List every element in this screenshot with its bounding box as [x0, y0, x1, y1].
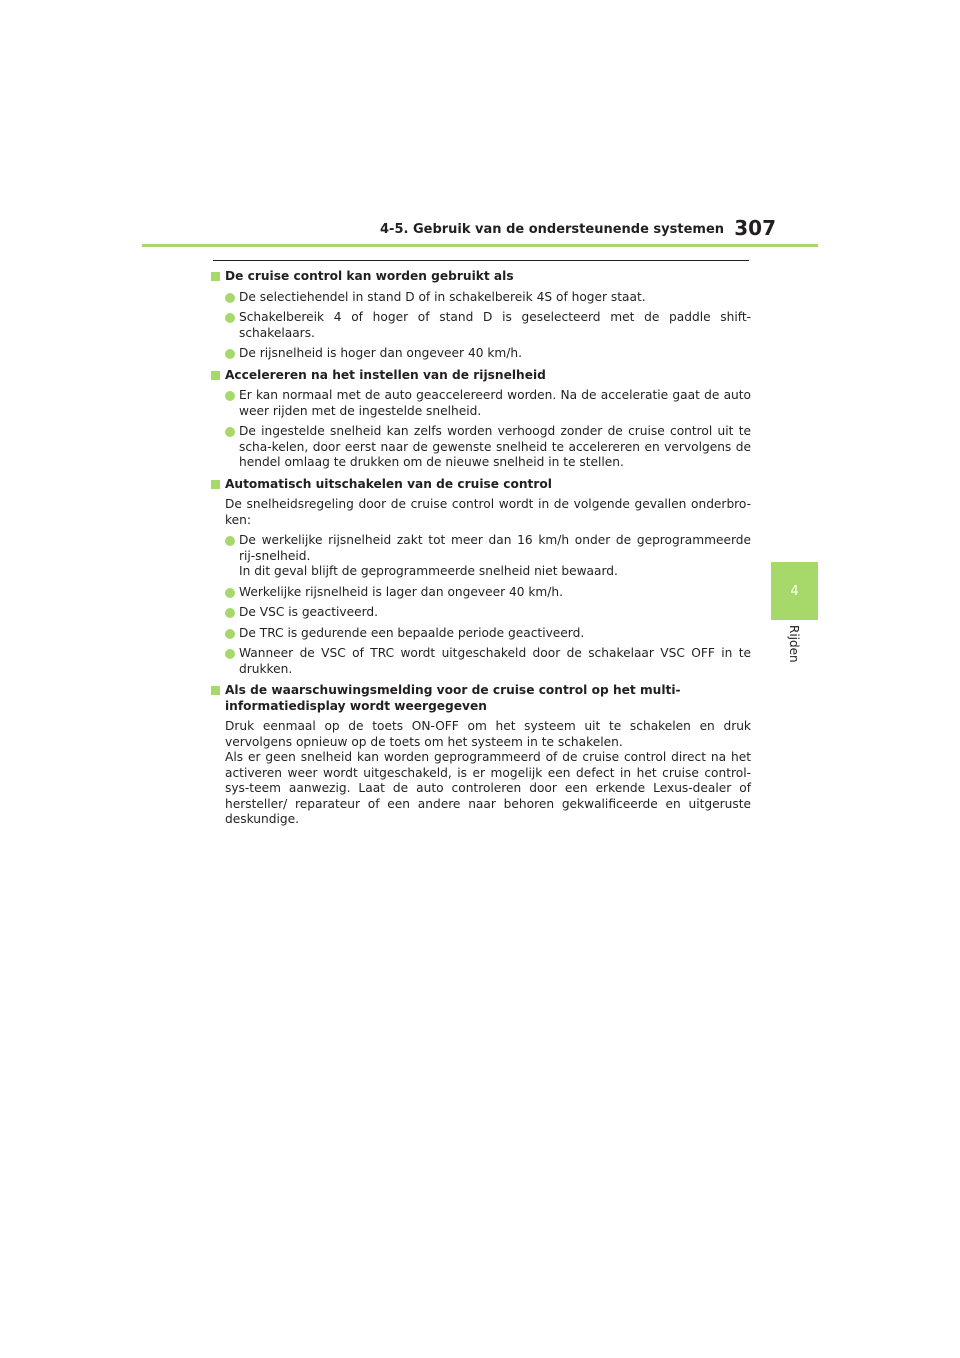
square-bullet-icon [211, 480, 220, 489]
list-item [225, 388, 751, 419]
circle-bullet-icon [225, 608, 235, 618]
list-item [225, 646, 751, 677]
list-item-text: De TRC is gedurende een bepaalde periode geactiveerd. [239, 625, 585, 640]
chapter-tab [771, 562, 818, 620]
circle-bullet-icon [225, 293, 235, 303]
list-item-text: De VSC is geactiveerd. [239, 605, 379, 619]
paragraph [225, 719, 751, 828]
list-item [225, 424, 751, 471]
page-number: 307 [734, 216, 776, 240]
list-item-text: Wanneer de VSC of TRC wordt uitgeschakeld door de schakelaar VSC OFF in te drukken. [239, 646, 751, 676]
circle-bullet-icon [225, 629, 235, 639]
section-intro: De snelheidsregeling door de cruise control wordt in de volgende gevallen onderbro-ken: [225, 497, 751, 527]
list-item [225, 626, 751, 642]
header-divider [142, 244, 818, 247]
paragraph-text: Als er geen snelheid kan worden geprogrammeerd of de cruise control direct na het activeren weer wordt uitgeschakeld, is er mogelijk een defect in het cruise control-sys-teem aanwezig. Laat de auto controleren door een erkende Lexus-dealer of hersteller/ reparateur of een andere naar behoren gekwalificeerde en uitgeruste deskundige. [225, 750, 751, 826]
section-header-title: 4-5. Gebruik van de ondersteunende systemen [380, 222, 725, 237]
list-item-text: Er kan normaal met de auto geaccelereerd worden. Na de acceleratie gaat de auto weer rijden met de ingestelde snelheid. [239, 388, 751, 418]
circle-bullet-icon [225, 649, 235, 659]
circle-bullet-icon [225, 427, 235, 437]
square-bullet-icon [211, 371, 220, 380]
section-heading-text: Als de waarschuwingsmelding voor de cruise control op het multi-informatiedisplay wordt weergegeven [225, 683, 681, 713]
list-item [225, 533, 751, 580]
list-item [225, 605, 751, 621]
circle-bullet-icon [225, 588, 235, 598]
circle-bullet-icon [225, 349, 235, 359]
square-bullet-icon [211, 686, 220, 695]
circle-bullet-icon [225, 536, 235, 546]
list-item-text: De ingestelde snelheid kan zelfs worden verhoogd zonder de cruise control uit te scha-kelen, door eerst naar de gewenste snelheid te accelereren en vervolgens de hendel omlaag te drukken om de nieuwe snelheid in te stellen. [239, 424, 751, 469]
list-item [225, 310, 751, 341]
list-item [225, 585, 751, 601]
square-bullet-icon [211, 272, 220, 281]
page-body [211, 269, 751, 828]
list-item-text: Schakelbereik 4 of hoger of stand D is geselecteerd met de paddle shift-schakelaars. [239, 310, 751, 340]
list-item-text: Werkelijke rijsnelheid is lager dan ongeveer 40 km/h. [239, 584, 563, 599]
chapter-number: 4 [790, 583, 799, 599]
paragraph-text: Druk eenmaal op de toets ON-OFF om het systeem uit te schakelen en druk vervolgens opnieuw op de toets om het systeem in te schakelen. [225, 719, 751, 749]
circle-bullet-icon [225, 313, 235, 323]
list-item-text: De selectiehendel in stand D of in schakelbereik 4S of hoger staat. [239, 289, 646, 304]
list-item-text: De rijsnelheid is hoger dan ongeveer 40 km/h. [239, 346, 522, 360]
section-heading [211, 368, 751, 384]
list-item [225, 346, 751, 362]
section-heading [211, 477, 751, 493]
list-item-note: In dit geval blijft de geprogrammeerde snelheid niet bewaard. [239, 564, 618, 578]
list-item-text: De werkelijke rijsnelheid zakt tot meer dan 16 km/h onder de geprogrammeerde rij-snelheid. [239, 533, 751, 563]
chapter-label: Rijden [787, 625, 801, 663]
section-heading [211, 269, 751, 285]
section-heading-text: Accelereren na het instellen van de rijsnelheid [225, 367, 546, 382]
content-divider [213, 260, 749, 261]
section-heading-text: Automatisch uitschakelen van de cruise control [225, 476, 552, 491]
section-heading-text: De cruise control kan worden gebruikt als [225, 269, 514, 283]
section-heading [211, 683, 751, 714]
circle-bullet-icon [225, 391, 235, 401]
list-item [225, 290, 751, 306]
